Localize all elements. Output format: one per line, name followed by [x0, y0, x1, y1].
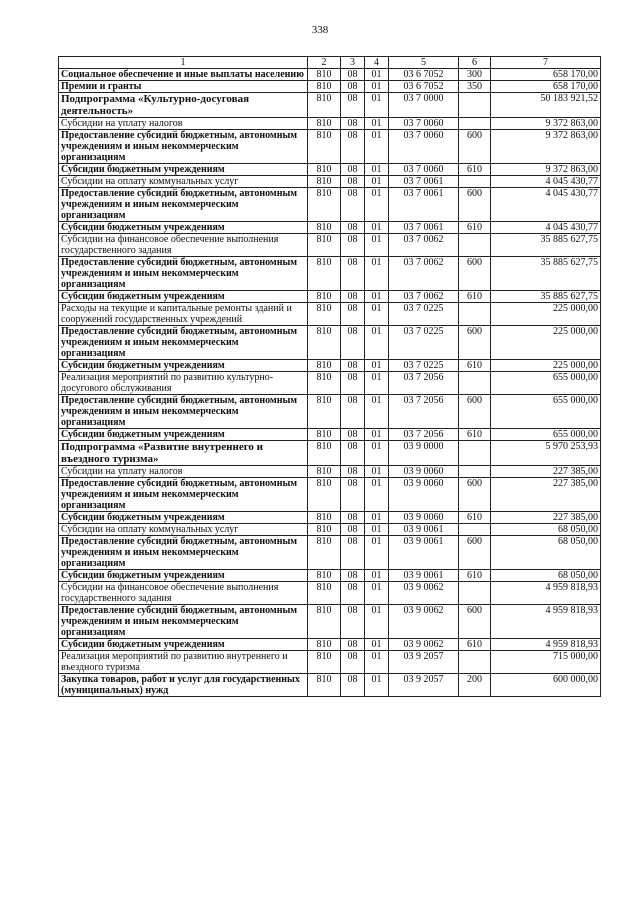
amount-cell: 35 885 627,75 [491, 291, 601, 303]
section-code-cell: 810 [308, 372, 341, 395]
expense-type-cell [459, 441, 491, 466]
section-code-cell: 810 [308, 582, 341, 605]
column-header: 6 [459, 57, 491, 69]
row-name-cell: Субсидии бюджетным учреждениям [59, 570, 308, 582]
target-code-cell: 03 7 2056 [389, 395, 459, 429]
amount-cell: 5 970 253,93 [491, 441, 601, 466]
target-code-cell: 03 6 7052 [389, 69, 459, 81]
subsection2-code-cell: 01 [365, 188, 389, 222]
table-row [59, 93, 601, 118]
section-code-cell: 810 [308, 674, 341, 697]
subsection-code-cell: 08 [341, 164, 365, 176]
target-code-cell: 03 7 0061 [389, 176, 459, 188]
table-row [59, 303, 601, 326]
amount-cell: 4 959 818,93 [491, 582, 601, 605]
amount-cell: 655 000,00 [491, 429, 601, 441]
row-name-cell: Реализация мероприятий по развитию внутреннего и въездного туризма [59, 651, 308, 674]
amount-cell: 4 045 430,77 [491, 188, 601, 222]
expense-type-cell: 610 [459, 512, 491, 524]
subsection2-code-cell: 01 [365, 466, 389, 478]
subsection-code-cell: 08 [341, 524, 365, 536]
section-code-cell: 810 [308, 93, 341, 118]
table-row [59, 570, 601, 582]
row-name-cell: Субсидии бюджетным учреждениям [59, 360, 308, 372]
target-code-cell: 03 7 2056 [389, 429, 459, 441]
subsection-code-cell: 08 [341, 118, 365, 130]
table-row [59, 536, 601, 570]
column-header: 2 [308, 57, 341, 69]
expense-type-cell: 600 [459, 326, 491, 360]
section-code-cell: 810 [308, 651, 341, 674]
target-code-cell: 03 9 0062 [389, 582, 459, 605]
target-code-cell: 03 7 0061 [389, 222, 459, 234]
amount-cell: 35 885 627,75 [491, 234, 601, 257]
subsection2-code-cell: 01 [365, 372, 389, 395]
target-code-cell: 03 7 0225 [389, 326, 459, 360]
amount-cell: 225 000,00 [491, 326, 601, 360]
expense-type-cell [459, 651, 491, 674]
target-code-cell: 03 9 0062 [389, 605, 459, 639]
table-row [59, 395, 601, 429]
subsection2-code-cell: 01 [365, 512, 389, 524]
subsection-code-cell: 08 [341, 674, 365, 697]
table-row [59, 118, 601, 130]
subsection-code-cell: 08 [341, 69, 365, 81]
amount-cell: 68 050,00 [491, 536, 601, 570]
amount-cell: 9 372 863,00 [491, 164, 601, 176]
target-code-cell: 03 7 0062 [389, 234, 459, 257]
table-row [59, 582, 601, 605]
column-header: 5 [389, 57, 459, 69]
amount-cell: 225 000,00 [491, 360, 601, 372]
expense-type-cell: 600 [459, 536, 491, 570]
table-row [59, 524, 601, 536]
target-code-cell: 03 9 2057 [389, 674, 459, 697]
target-code-cell: 03 7 0060 [389, 130, 459, 164]
target-code-cell: 03 7 0062 [389, 257, 459, 291]
expense-type-cell: 300 [459, 69, 491, 81]
subsection2-code-cell: 01 [365, 570, 389, 582]
target-code-cell: 03 9 0062 [389, 639, 459, 651]
table-row [59, 257, 601, 291]
target-code-cell: 03 7 2056 [389, 372, 459, 395]
section-code-cell: 810 [308, 536, 341, 570]
column-header: 4 [365, 57, 389, 69]
target-code-cell: 03 6 7052 [389, 81, 459, 93]
amount-cell: 68 050,00 [491, 524, 601, 536]
amount-cell: 9 372 863,00 [491, 130, 601, 164]
row-name-cell: Премии и гранты [59, 81, 308, 93]
table-row [59, 512, 601, 524]
section-code-cell: 810 [308, 524, 341, 536]
column-header: 7 [491, 57, 601, 69]
target-code-cell: 03 7 0061 [389, 188, 459, 222]
subsection-code-cell: 08 [341, 466, 365, 478]
subsection2-code-cell: 01 [365, 69, 389, 81]
subsection-code-cell: 08 [341, 130, 365, 164]
row-name-cell: Закупка товаров, работ и услуг для государственных (муниципальных) нужд [59, 674, 308, 697]
table-row [59, 605, 601, 639]
amount-cell: 227 385,00 [491, 478, 601, 512]
table-row [59, 478, 601, 512]
table-row [59, 466, 601, 478]
expense-type-cell [459, 372, 491, 395]
section-code-cell: 810 [308, 176, 341, 188]
section-code-cell: 810 [308, 234, 341, 257]
row-name-cell: Подпрограмма «Культурно-досуговая деятельность» [59, 93, 308, 118]
expense-type-cell: 600 [459, 478, 491, 512]
table-row [59, 130, 601, 164]
expense-type-cell: 610 [459, 164, 491, 176]
amount-cell: 9 372 863,00 [491, 118, 601, 130]
table-row [59, 291, 601, 303]
amount-cell: 658 170,00 [491, 81, 601, 93]
row-name-cell: Предоставление субсидий бюджетным, автономным учреждениям и иным некоммерческим организациям [59, 326, 308, 360]
subsection2-code-cell: 01 [365, 130, 389, 164]
expense-type-cell: 600 [459, 395, 491, 429]
table-row [59, 234, 601, 257]
target-code-cell: 03 9 0060 [389, 478, 459, 512]
table-row [59, 429, 601, 441]
table-row [59, 222, 601, 234]
row-name-cell: Субсидии бюджетным учреждениям [59, 222, 308, 234]
target-code-cell: 03 9 0060 [389, 466, 459, 478]
target-code-cell: 03 9 2057 [389, 651, 459, 674]
amount-cell: 35 885 627,75 [491, 257, 601, 291]
subsection-code-cell: 08 [341, 582, 365, 605]
row-name-cell: Реализация мероприятий по развитию культурно-досугового обслуживания [59, 372, 308, 395]
row-name-cell: Субсидии на оплату коммунальных услуг [59, 524, 308, 536]
subsection2-code-cell: 01 [365, 303, 389, 326]
target-code-cell: 03 7 0062 [389, 291, 459, 303]
section-code-cell: 810 [308, 257, 341, 291]
expense-type-cell [459, 582, 491, 605]
subsection2-code-cell: 01 [365, 164, 389, 176]
table-row [59, 69, 601, 81]
row-name-cell: Субсидии бюджетным учреждениям [59, 512, 308, 524]
amount-cell: 4 045 430,77 [491, 222, 601, 234]
row-name-cell: Субсидии на финансовое обеспечение выполнения государственного задания [59, 234, 308, 257]
row-name-cell: Субсидии бюджетным учреждениям [59, 291, 308, 303]
expense-type-cell [459, 93, 491, 118]
subsection2-code-cell: 01 [365, 93, 389, 118]
section-code-cell: 810 [308, 81, 341, 93]
section-code-cell: 810 [308, 188, 341, 222]
expense-type-cell [459, 234, 491, 257]
section-code-cell: 810 [308, 441, 341, 466]
subsection2-code-cell: 01 [365, 582, 389, 605]
subsection-code-cell: 08 [341, 234, 365, 257]
expense-type-cell: 610 [459, 639, 491, 651]
row-name-cell: Предоставление субсидий бюджетным, автономным учреждениям и иным некоммерческим организациям [59, 478, 308, 512]
row-name-cell: Предоставление субсидий бюджетным, автономным учреждениям и иным некоммерческим организациям [59, 536, 308, 570]
subsection-code-cell: 08 [341, 441, 365, 466]
section-code-cell: 810 [308, 605, 341, 639]
target-code-cell: 03 9 0061 [389, 536, 459, 570]
target-code-cell: 03 7 0060 [389, 118, 459, 130]
amount-cell: 715 000,00 [491, 651, 601, 674]
target-code-cell: 03 9 0060 [389, 512, 459, 524]
subsection2-code-cell: 01 [365, 395, 389, 429]
subsection-code-cell: 08 [341, 93, 365, 118]
table-row [59, 188, 601, 222]
subsection-code-cell: 08 [341, 651, 365, 674]
subsection-code-cell: 08 [341, 176, 365, 188]
section-code-cell: 810 [308, 466, 341, 478]
section-code-cell: 810 [308, 395, 341, 429]
table-row [59, 81, 601, 93]
amount-cell: 50 183 921,52 [491, 93, 601, 118]
target-code-cell: 03 7 0225 [389, 360, 459, 372]
target-code-cell: 03 9 0061 [389, 570, 459, 582]
subsection2-code-cell: 01 [365, 651, 389, 674]
table-row [59, 326, 601, 360]
expense-type-cell [459, 118, 491, 130]
subsection-code-cell: 08 [341, 605, 365, 639]
subsection-code-cell: 08 [341, 222, 365, 234]
subsection-code-cell: 08 [341, 360, 365, 372]
expense-type-cell: 600 [459, 130, 491, 164]
section-code-cell: 810 [308, 164, 341, 176]
expense-type-cell [459, 303, 491, 326]
subsection2-code-cell: 01 [365, 524, 389, 536]
row-name-cell: Предоставление субсидий бюджетным, автономным учреждениям и иным некоммерческим организациям [59, 257, 308, 291]
target-code-cell: 03 9 0000 [389, 441, 459, 466]
table-row [59, 639, 601, 651]
row-name-cell: Субсидии на уплату налогов [59, 118, 308, 130]
amount-cell: 4 959 818,93 [491, 605, 601, 639]
subsection2-code-cell: 01 [365, 605, 389, 639]
amount-cell: 225 000,00 [491, 303, 601, 326]
amount-cell: 68 050,00 [491, 570, 601, 582]
table-row [59, 651, 601, 674]
expense-type-cell: 600 [459, 188, 491, 222]
subsection2-code-cell: 01 [365, 360, 389, 372]
amount-cell: 658 170,00 [491, 69, 601, 81]
subsection-code-cell: 08 [341, 81, 365, 93]
table-row [59, 372, 601, 395]
row-name-cell: Субсидии бюджетным учреждениям [59, 639, 308, 651]
table-body [59, 69, 601, 697]
row-name-cell: Субсидии бюджетным учреждениям [59, 164, 308, 176]
section-code-cell: 810 [308, 512, 341, 524]
page-number: 338 [311, 24, 329, 36]
target-code-cell: 03 9 0061 [389, 524, 459, 536]
subsection2-code-cell: 01 [365, 118, 389, 130]
subsection2-code-cell: 01 [365, 234, 389, 257]
expense-type-cell: 600 [459, 257, 491, 291]
section-code-cell: 810 [308, 303, 341, 326]
subsection2-code-cell: 01 [365, 478, 389, 512]
row-name-cell: Расходы на текущие и капитальные ремонты зданий и сооружений государственных учреждений [59, 303, 308, 326]
row-name-cell: Субсидии на оплату коммунальных услуг [59, 176, 308, 188]
table-row [59, 674, 601, 697]
subsection-code-cell: 08 [341, 429, 365, 441]
target-code-cell: 03 7 0225 [389, 303, 459, 326]
row-name-cell: Социальное обеспечение и иные выплаты населению [59, 69, 308, 81]
expense-type-cell: 610 [459, 291, 491, 303]
section-code-cell: 810 [308, 326, 341, 360]
amount-cell: 227 385,00 [491, 512, 601, 524]
section-code-cell: 810 [308, 118, 341, 130]
subsection2-code-cell: 01 [365, 222, 389, 234]
section-code-cell: 810 [308, 429, 341, 441]
subsection-code-cell: 08 [341, 478, 365, 512]
expense-type-cell: 610 [459, 360, 491, 372]
subsection2-code-cell: 01 [365, 257, 389, 291]
amount-cell: 4 045 430,77 [491, 176, 601, 188]
section-code-cell: 810 [308, 478, 341, 512]
subsection-code-cell: 08 [341, 536, 365, 570]
section-code-cell: 810 [308, 639, 341, 651]
row-name-cell: Предоставление субсидий бюджетным, автономным учреждениям и иным некоммерческим организациям [59, 130, 308, 164]
section-code-cell: 810 [308, 222, 341, 234]
amount-cell: 655 000,00 [491, 372, 601, 395]
subsection-code-cell: 08 [341, 395, 365, 429]
subsection-code-cell: 08 [341, 326, 365, 360]
expense-type-cell: 350 [459, 81, 491, 93]
subsection2-code-cell: 01 [365, 429, 389, 441]
row-name-cell: Предоставление субсидий бюджетным, автономным учреждениям и иным некоммерческим организациям [59, 395, 308, 429]
subsection-code-cell: 08 [341, 639, 365, 651]
table-row [59, 164, 601, 176]
subsection2-code-cell: 01 [365, 291, 389, 303]
subsection2-code-cell: 01 [365, 639, 389, 651]
subsection2-code-cell: 01 [365, 536, 389, 570]
subsection-code-cell: 08 [341, 257, 365, 291]
subsection-code-cell: 08 [341, 512, 365, 524]
expense-type-cell [459, 524, 491, 536]
subsection-code-cell: 08 [341, 372, 365, 395]
table-row [59, 360, 601, 372]
amount-cell: 600 000,00 [491, 674, 601, 697]
section-code-cell: 810 [308, 69, 341, 81]
table-row [59, 176, 601, 188]
amount-cell: 227 385,00 [491, 466, 601, 478]
expense-type-cell: 600 [459, 605, 491, 639]
expense-type-cell: 610 [459, 570, 491, 582]
row-name-cell: Субсидии на финансовое обеспечение выполнения государственного задания [59, 582, 308, 605]
table-row [59, 441, 601, 466]
expense-type-cell [459, 176, 491, 188]
subsection2-code-cell: 01 [365, 176, 389, 188]
subsection-code-cell: 08 [341, 303, 365, 326]
expense-type-cell: 610 [459, 222, 491, 234]
section-code-cell: 810 [308, 291, 341, 303]
row-name-cell: Предоставление субсидий бюджетным, автономным учреждениям и иным некоммерческим организациям [59, 188, 308, 222]
target-code-cell: 03 7 0000 [389, 93, 459, 118]
section-code-cell: 810 [308, 360, 341, 372]
subsection-code-cell: 08 [341, 570, 365, 582]
column-header: 1 [59, 57, 308, 69]
target-code-cell: 03 7 0060 [389, 164, 459, 176]
expense-type-cell: 610 [459, 429, 491, 441]
budget-table [58, 56, 601, 697]
row-name-cell: Предоставление субсидий бюджетным, автономным учреждениям и иным некоммерческим организациям [59, 605, 308, 639]
section-code-cell: 810 [308, 570, 341, 582]
expense-type-cell [459, 466, 491, 478]
row-name-cell: Подпрограмма «Развитие внутреннего и въездного туризма» [59, 441, 308, 466]
subsection-code-cell: 08 [341, 188, 365, 222]
row-name-cell: Субсидии на уплату налогов [59, 466, 308, 478]
section-code-cell: 810 [308, 130, 341, 164]
expense-type-cell: 200 [459, 674, 491, 697]
subsection2-code-cell: 01 [365, 674, 389, 697]
subsection-code-cell: 08 [341, 291, 365, 303]
row-name-cell: Субсидии бюджетным учреждениям [59, 429, 308, 441]
subsection2-code-cell: 01 [365, 326, 389, 360]
amount-cell: 4 959 818,93 [491, 639, 601, 651]
column-header: 3 [341, 57, 365, 69]
subsection2-code-cell: 01 [365, 81, 389, 93]
amount-cell: 655 000,00 [491, 395, 601, 429]
subsection2-code-cell: 01 [365, 441, 389, 466]
table-header-row [59, 57, 601, 69]
